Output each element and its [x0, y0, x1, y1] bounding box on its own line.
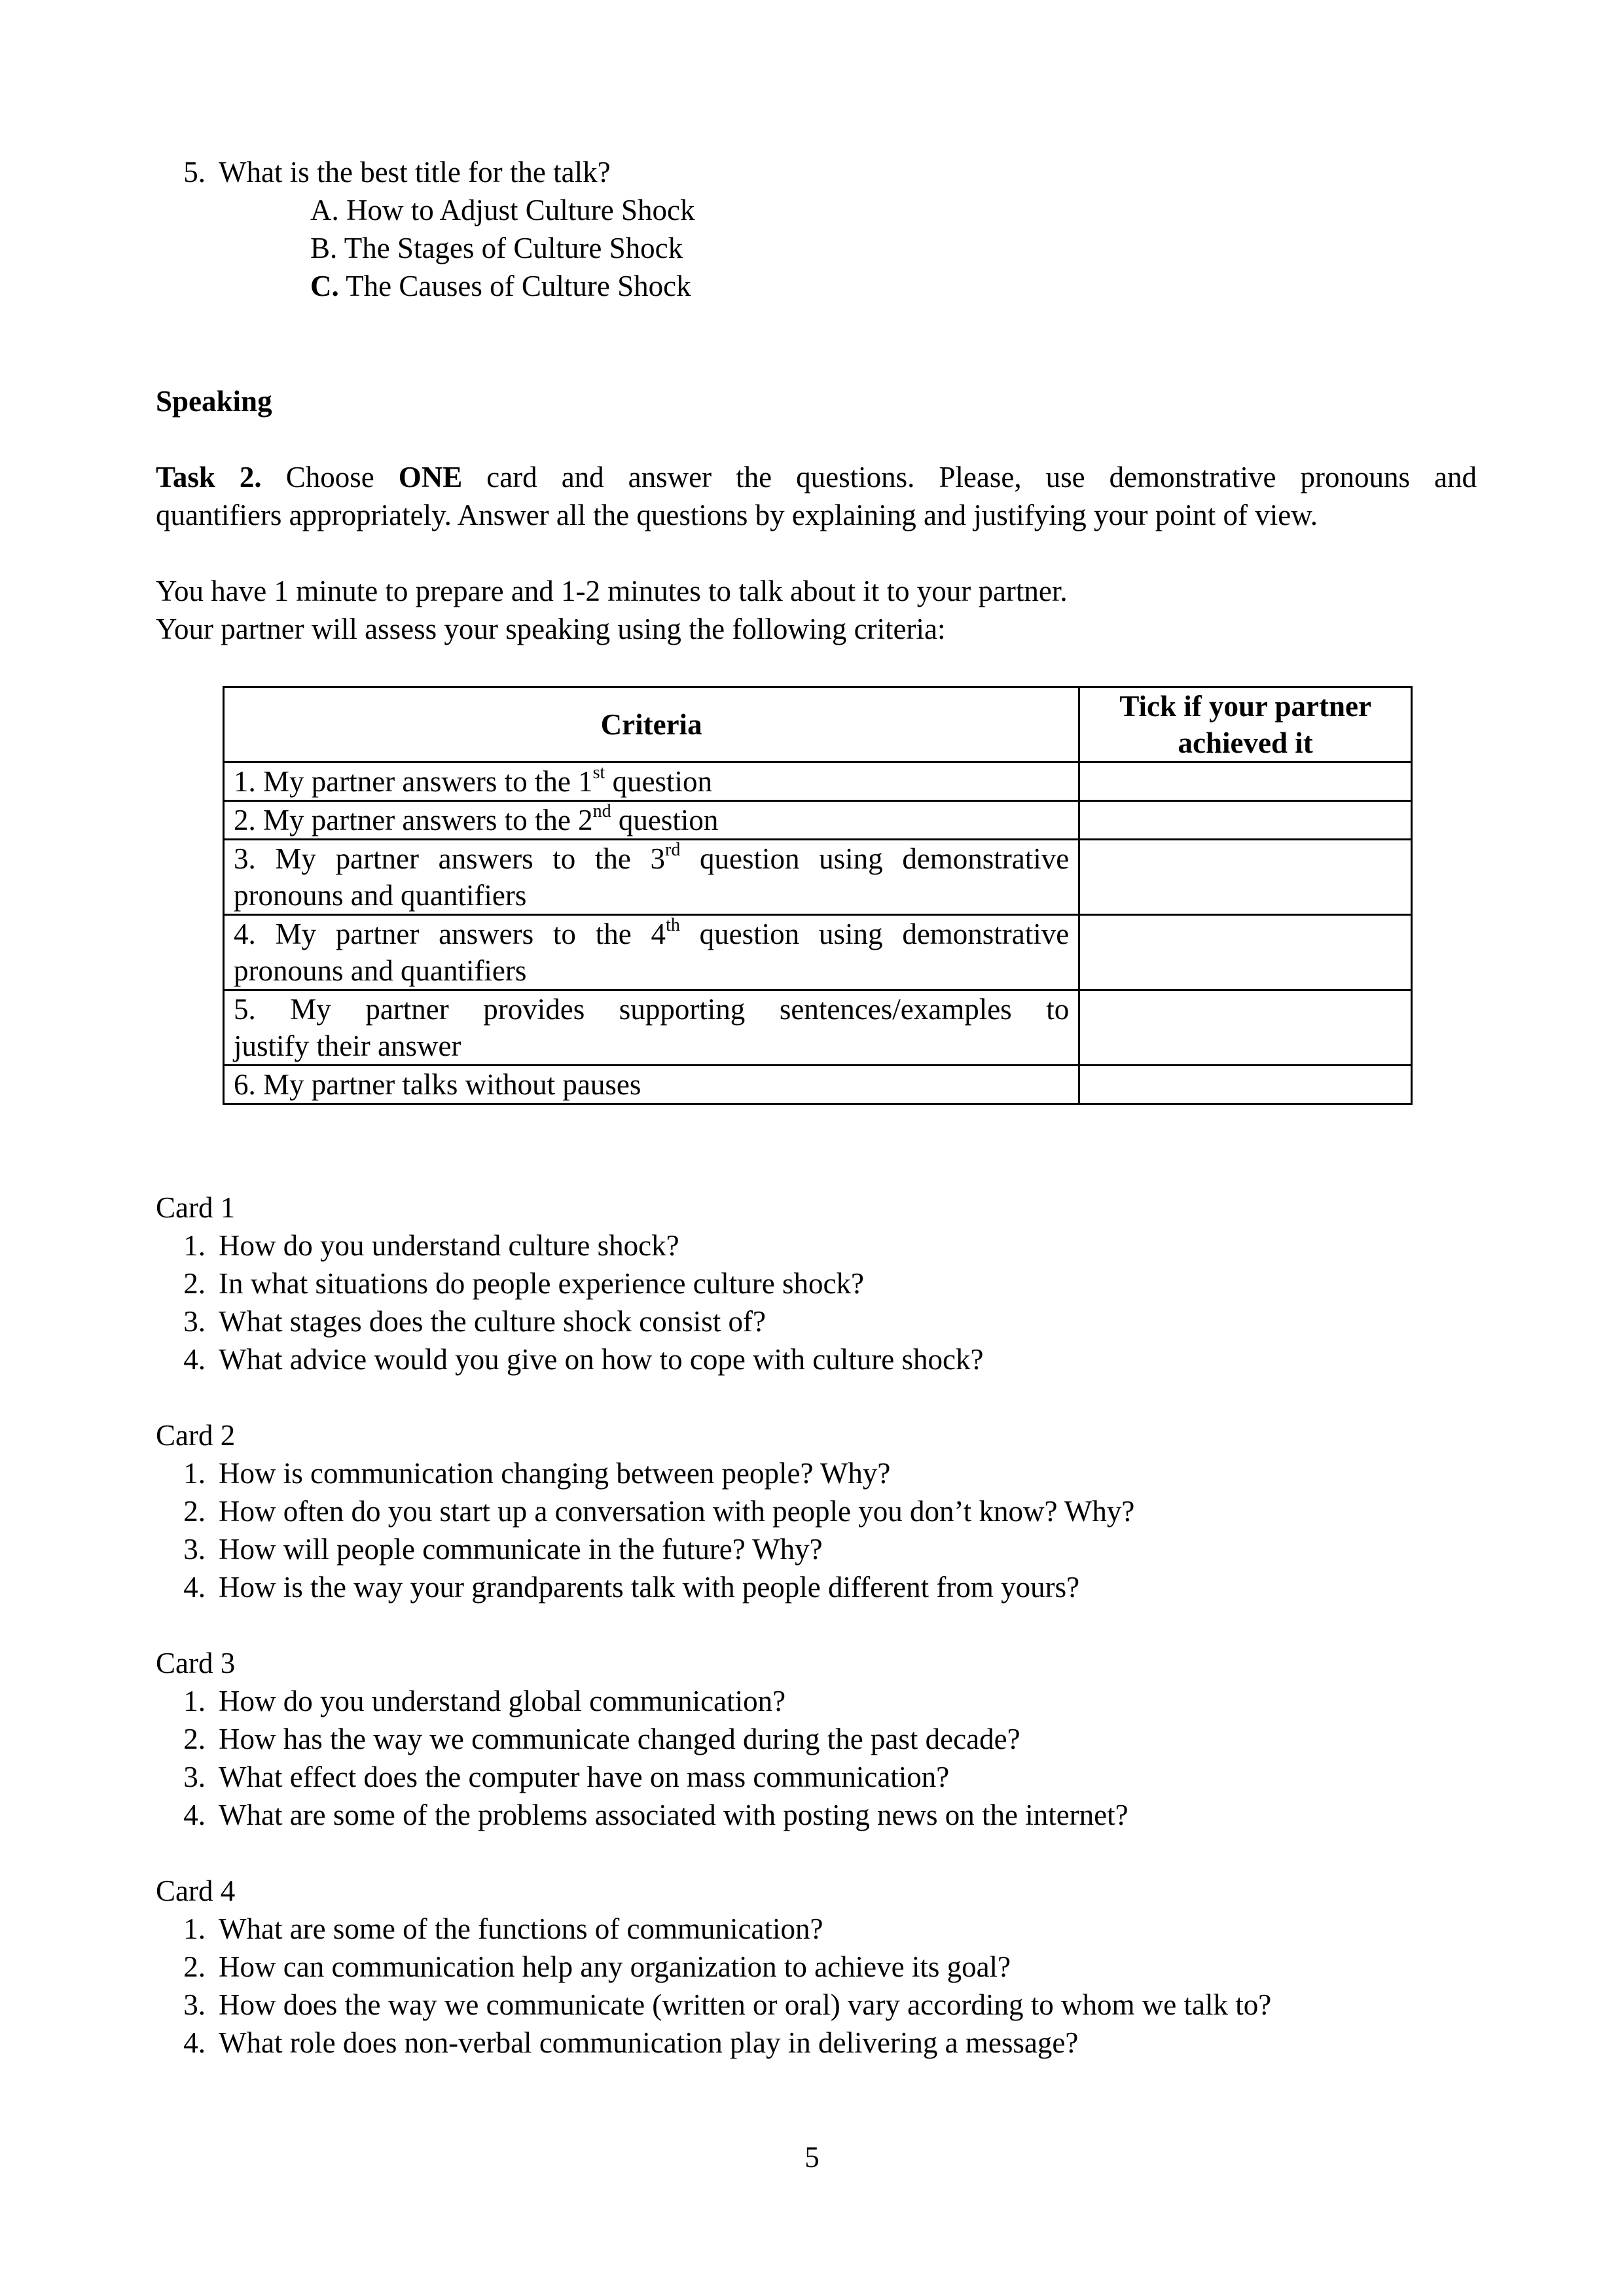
list-item: 3. How does the way we communicate (written or oral) vary according to whom we talk to?: [183, 1988, 1272, 2021]
option-a: [310, 191, 695, 229]
section-heading: Speaking: [156, 385, 272, 418]
card-title: Card 1: [156, 1191, 236, 1224]
tick-header: Tick if your partner achieved it: [1079, 687, 1412, 762]
criterion-cell: 1. My partner answers to the 1st question: [224, 762, 1079, 801]
list-item: 3. What stages does the culture shock consist of?: [183, 1305, 767, 1338]
question-5: [156, 153, 611, 191]
tick-cell[interactable]: [1079, 915, 1412, 990]
task-line-2: quantifiers appropriately. Answer all the questions by explaining and justifying your point of view.: [156, 499, 1318, 531]
tick-cell[interactable]: [1079, 801, 1412, 840]
list-item: 3. What effect does the computer have on mass communication?: [183, 1761, 950, 1793]
list-item: 4. How is the way your grandparents talk with people different from yours?: [183, 1571, 1080, 1604]
table-header-row: [224, 687, 1412, 762]
tick-cell[interactable]: [1079, 1066, 1412, 1104]
list-item: 3. How will people communicate in the future? Why?: [183, 1533, 823, 1566]
list-item: 4. What advice would you give on how to cope with culture shock?: [183, 1343, 984, 1376]
criteria-header: Criteria: [224, 687, 1079, 762]
list-item: 2. In what situations do people experience culture shock?: [183, 1267, 864, 1300]
option-text: The Stages of Culture Shock: [344, 232, 683, 264]
card-title: Card 3: [156, 1647, 236, 1679]
page-number: 5: [804, 2141, 820, 2174]
list-item: 2. How can communication help any organization to achieve its goal?: [183, 1950, 1011, 1983]
card-title: Card 2: [156, 1419, 236, 1452]
table-row: [224, 801, 1412, 840]
list-item: 1. How do you understand culture shock?: [183, 1229, 679, 1262]
table-row: [224, 915, 1412, 990]
criterion-cell: 3. My partner answers to the 3rd question using demonstrative pronouns and quantifiers: [224, 840, 1079, 915]
table-row: [224, 990, 1412, 1066]
list-item: 2. How often do you start up a conversation with people you don’t know? Why?: [183, 1495, 1135, 1528]
table-row: [224, 762, 1412, 801]
tick-cell[interactable]: [1079, 840, 1412, 915]
question-number: 5.: [183, 156, 206, 188]
option-letter: B.: [310, 232, 338, 264]
option-text: The Causes of Culture Shock: [346, 270, 691, 302]
assess-instruction: Your partner will assess your speaking using the following criteria:: [156, 613, 946, 645]
option-b: [310, 229, 683, 267]
table-row: [224, 1066, 1412, 1104]
criterion-cell: 4. My partner answers to the 4th question using demonstrative pronouns and quantifiers: [224, 915, 1079, 990]
tick-cell[interactable]: [1079, 990, 1412, 1066]
list-item: 1. What are some of the functions of communication?: [183, 1912, 823, 1945]
option-text: How to Adjust Culture Shock: [346, 194, 695, 226]
list-item: 4. What are some of the problems associated with posting news on the internet?: [183, 1799, 1128, 1831]
card-title: Card 4: [156, 1874, 236, 1907]
option-letter: A.: [310, 194, 339, 226]
criterion-cell: 2. My partner answers to the 2nd question: [224, 801, 1079, 840]
task-label: Task 2.: [156, 461, 262, 493]
criteria-table: [223, 686, 1413, 1105]
task-line-1: Task 2. Choose ONE card and answer the questions. Please, use demonstrative pronouns and: [156, 461, 1477, 493]
option-letter: C.: [310, 270, 339, 302]
list-item: 1. How is communication changing between people? Why?: [183, 1457, 891, 1490]
tick-cell[interactable]: [1079, 762, 1412, 801]
question-text: What is the best title for the talk?: [219, 156, 611, 188]
emphasis-one: ONE: [398, 461, 463, 493]
list-item: 4. What role does non-verbal communication play in delivering a message?: [183, 2026, 1079, 2059]
time-instruction: You have 1 minute to prepare and 1-2 minutes to talk about it to your partner.: [156, 575, 1068, 607]
list-item: 1. How do you understand global communication?: [183, 1685, 786, 1717]
table-row: [224, 840, 1412, 915]
criterion-cell: 6. My partner talks without pauses: [224, 1066, 1079, 1104]
option-c: [310, 267, 691, 305]
criterion-cell: 5. My partner provides supporting sentences/examples to justify their answer: [224, 990, 1079, 1066]
list-item: 2. How has the way we communicate changed during the past decade?: [183, 1723, 1020, 1755]
